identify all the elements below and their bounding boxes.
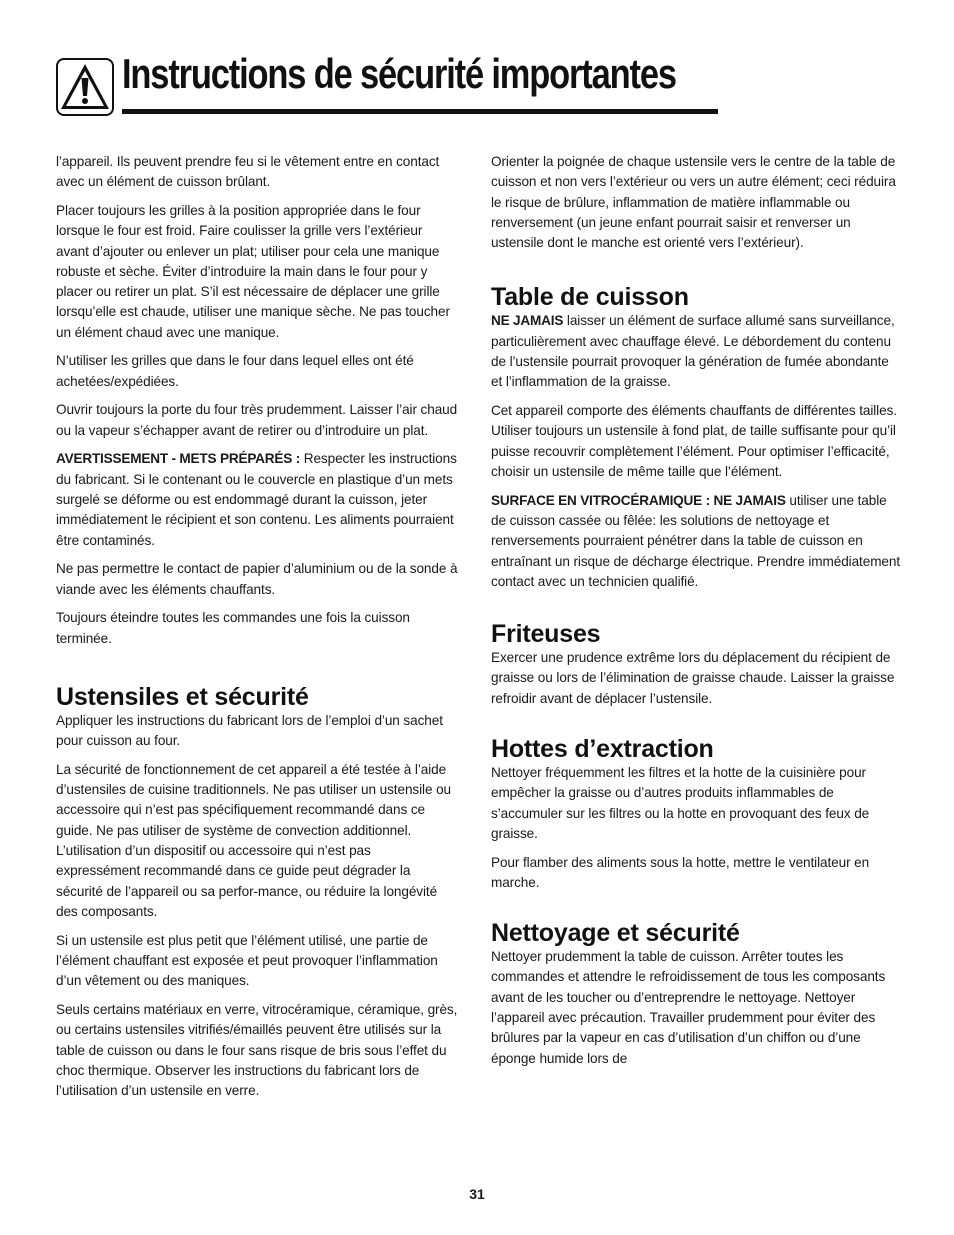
- right-column: [491, 152, 901, 1077]
- paragraph: Seuls certains matériaux en verre, vitrocéramique, céramique, grès, ou certains ustensiles vitrifiés/émaillés peuvent être utilisés sur la table de cuisson ou dans le four sans risque de bris sous l’effet du choc thermique. Observer les instructions du fabricant lors de l’utilisation d’un ustensile en verre.: [56, 1001, 458, 1099]
- section-heading-friteuses: Friteuses: [491, 620, 601, 649]
- section-heading-nettoyage: Nettoyage et sécurité: [491, 919, 740, 948]
- paragraph: Toujours éteindre toutes les commandes une fois la cuisson terminée.: [56, 610, 410, 646]
- page-title: Instructions de sécurité importantes: [122, 50, 676, 97]
- paragraph: [491, 491, 901, 592]
- paragraph: Placer toujours les grilles à la position appropriée dans le four lorsque le four est froid. Faire coulisser la grille vers l’extérieur avant d’ajouter ou enlever un plat; utiliser pour cela une manique robuste et sèche. Éviter d’introduire la main dans le four pour y placer ou retirer un plat. S’il est nécessaire de déplacer une grille lorsqu’elle est chaude, utiliser une manique sèche. Ne pas toucher un élément chaud avec une manique.: [56, 202, 450, 340]
- paragraph: Ne pas permettre le contact de papier d’aluminium ou de la sonde à viande avec les éléments chauffants.: [56, 561, 458, 597]
- paragraph: Ouvrir toujours la porte du four très prudemment. Laisser l’air chaud ou la vapeur s’échapper avant de retirer ou d’introduire un plat.: [56, 402, 458, 438]
- section-heading-hottes: Hottes d’extraction: [491, 735, 714, 764]
- paragraph-text: Respecter les instructions du fabricant. Si le contenant ou le couvercle en plastique d’un mets surgelé se déforme ou est endommagé durant la cuisson, jeter immédiatement le récipient et son contenu. Les aliments pourraient être contaminés.: [56, 451, 457, 548]
- paragraph: [56, 449, 458, 550]
- paragraph-text: laisser un élément de surface allumé sans surveillance, particulièrement avec chauffage élevé. Le débordement du contenu de l’ustensile pourrait provoquer la génération de fumée abondante et l’inflammation de la graisse.: [491, 313, 895, 390]
- title-underline: [122, 109, 718, 114]
- warning-label: NE JAMAIS: [491, 313, 564, 329]
- paragraph: Cet appareil comporte des éléments chauffants de différentes tailles. Utiliser toujours un ustensile à fond plat, de taille suffisante pour qu’il puisse recouvrir complètement l’élément. Pour optimiser l’efficacité, choisir un ustensile de même taille que l’élément.: [491, 403, 897, 479]
- warning-label: AVERTISSEMENT - METS PRÉPARÉS :: [56, 451, 301, 467]
- paragraph: Nettoyer prudemment la table de cuisson. Arrêter toutes les commandes et attendre le refroidissement de tous les composants avant de les toucher ou d’entreprendre le nettoyage. Nettoyer l’appareil avec précaution. Travailler prudemment pour éviter des brûlures par la vapeur en cas d’utilisation d’un chiffon ou d’une éponge humide lors de: [491, 949, 886, 1066]
- warning-label: SURFACE EN VITROCÉRAMIQUE : NE JAMAIS: [491, 492, 786, 508]
- paragraph: [491, 311, 901, 392]
- warning-triangle-icon: [56, 58, 114, 116]
- paragraph: Nettoyer fréquemment les filtres et la hotte de la cuisinière pour empêcher la graisse ou d’autres produits inflammables de s’accumuler sur les filtres ou la hotte en provoquant des feux de graisse.: [491, 765, 870, 841]
- left-column: [56, 152, 458, 1110]
- paragraph: Si un ustensile est plus petit que l’élément utilisé, une partie de l’élément chauffant est exposée et peut provoquer l’inflammation d’un vêtement ou des maniques.: [56, 932, 438, 989]
- page-header: [56, 50, 718, 118]
- paragraph: N’utiliser les grilles que dans le four dans lequel elles ont été achetées/expédiées.: [56, 353, 414, 389]
- section-heading-table-de-cuisson: Table de cuisson: [491, 283, 689, 312]
- paragraph: Orienter la poignée de chaque ustensile vers le centre de la table de cuisson et non vers l’extérieur ou vers un autre élément; ceci réduira le risque de brûlure, inflammation de matière inflammable ou renversement (un jeune enfant pourrait saisir et renverser un ustensile dont le manche est orienté vers l’extérieur).: [491, 154, 896, 251]
- paragraph: l’appareil. Ils peuvent prendre feu si le vêtement entre en contact avec un élément de cuisson brûlant.: [56, 154, 440, 190]
- paragraph: Exercer une prudence extrême lors du déplacement du récipient de graisse ou lors de l’élimination de graisse chaude. Laisser la graisse refroidir avant de déplacer l’ustensile.: [491, 650, 895, 706]
- page-number: 31: [469, 1186, 485, 1202]
- section-heading-ustensiles: Ustensiles et sécurité: [56, 682, 309, 711]
- paragraph-text: utiliser une table de cuisson cassée ou fêlée: les solutions de nettoyage et renversements pourraient pénétrer dans la table de cuisson en entraînant un risque de décharge électrique. Prendre immédiatement contact avec un technicien qualifié.: [491, 492, 901, 589]
- paragraph: La sécurité de fonctionnement de cet appareil a été testée à l’aide d’ustensiles de cuisine traditionnels. Ne pas utiliser un ustensile ou accessoire qui n’est pas spécifiquement recommandé dans ce guide. Ne pas utiliser de système de convection additionnel. L’utilisation d’un dispositif ou accessoire qui n’est pas expressément recommandé dans ce guide peut dégrader la sécurité de l’appareil ou sa perfor-mance, ou réduire la longévité des composants.: [56, 761, 451, 919]
- paragraph: Pour flamber des aliments sous la hotte, mettre le ventilateur en marche.: [491, 854, 870, 890]
- paragraph: Appliquer les instructions du fabricant lors de l’emploi d’un sachet pour cuisson au four.: [56, 712, 443, 749]
